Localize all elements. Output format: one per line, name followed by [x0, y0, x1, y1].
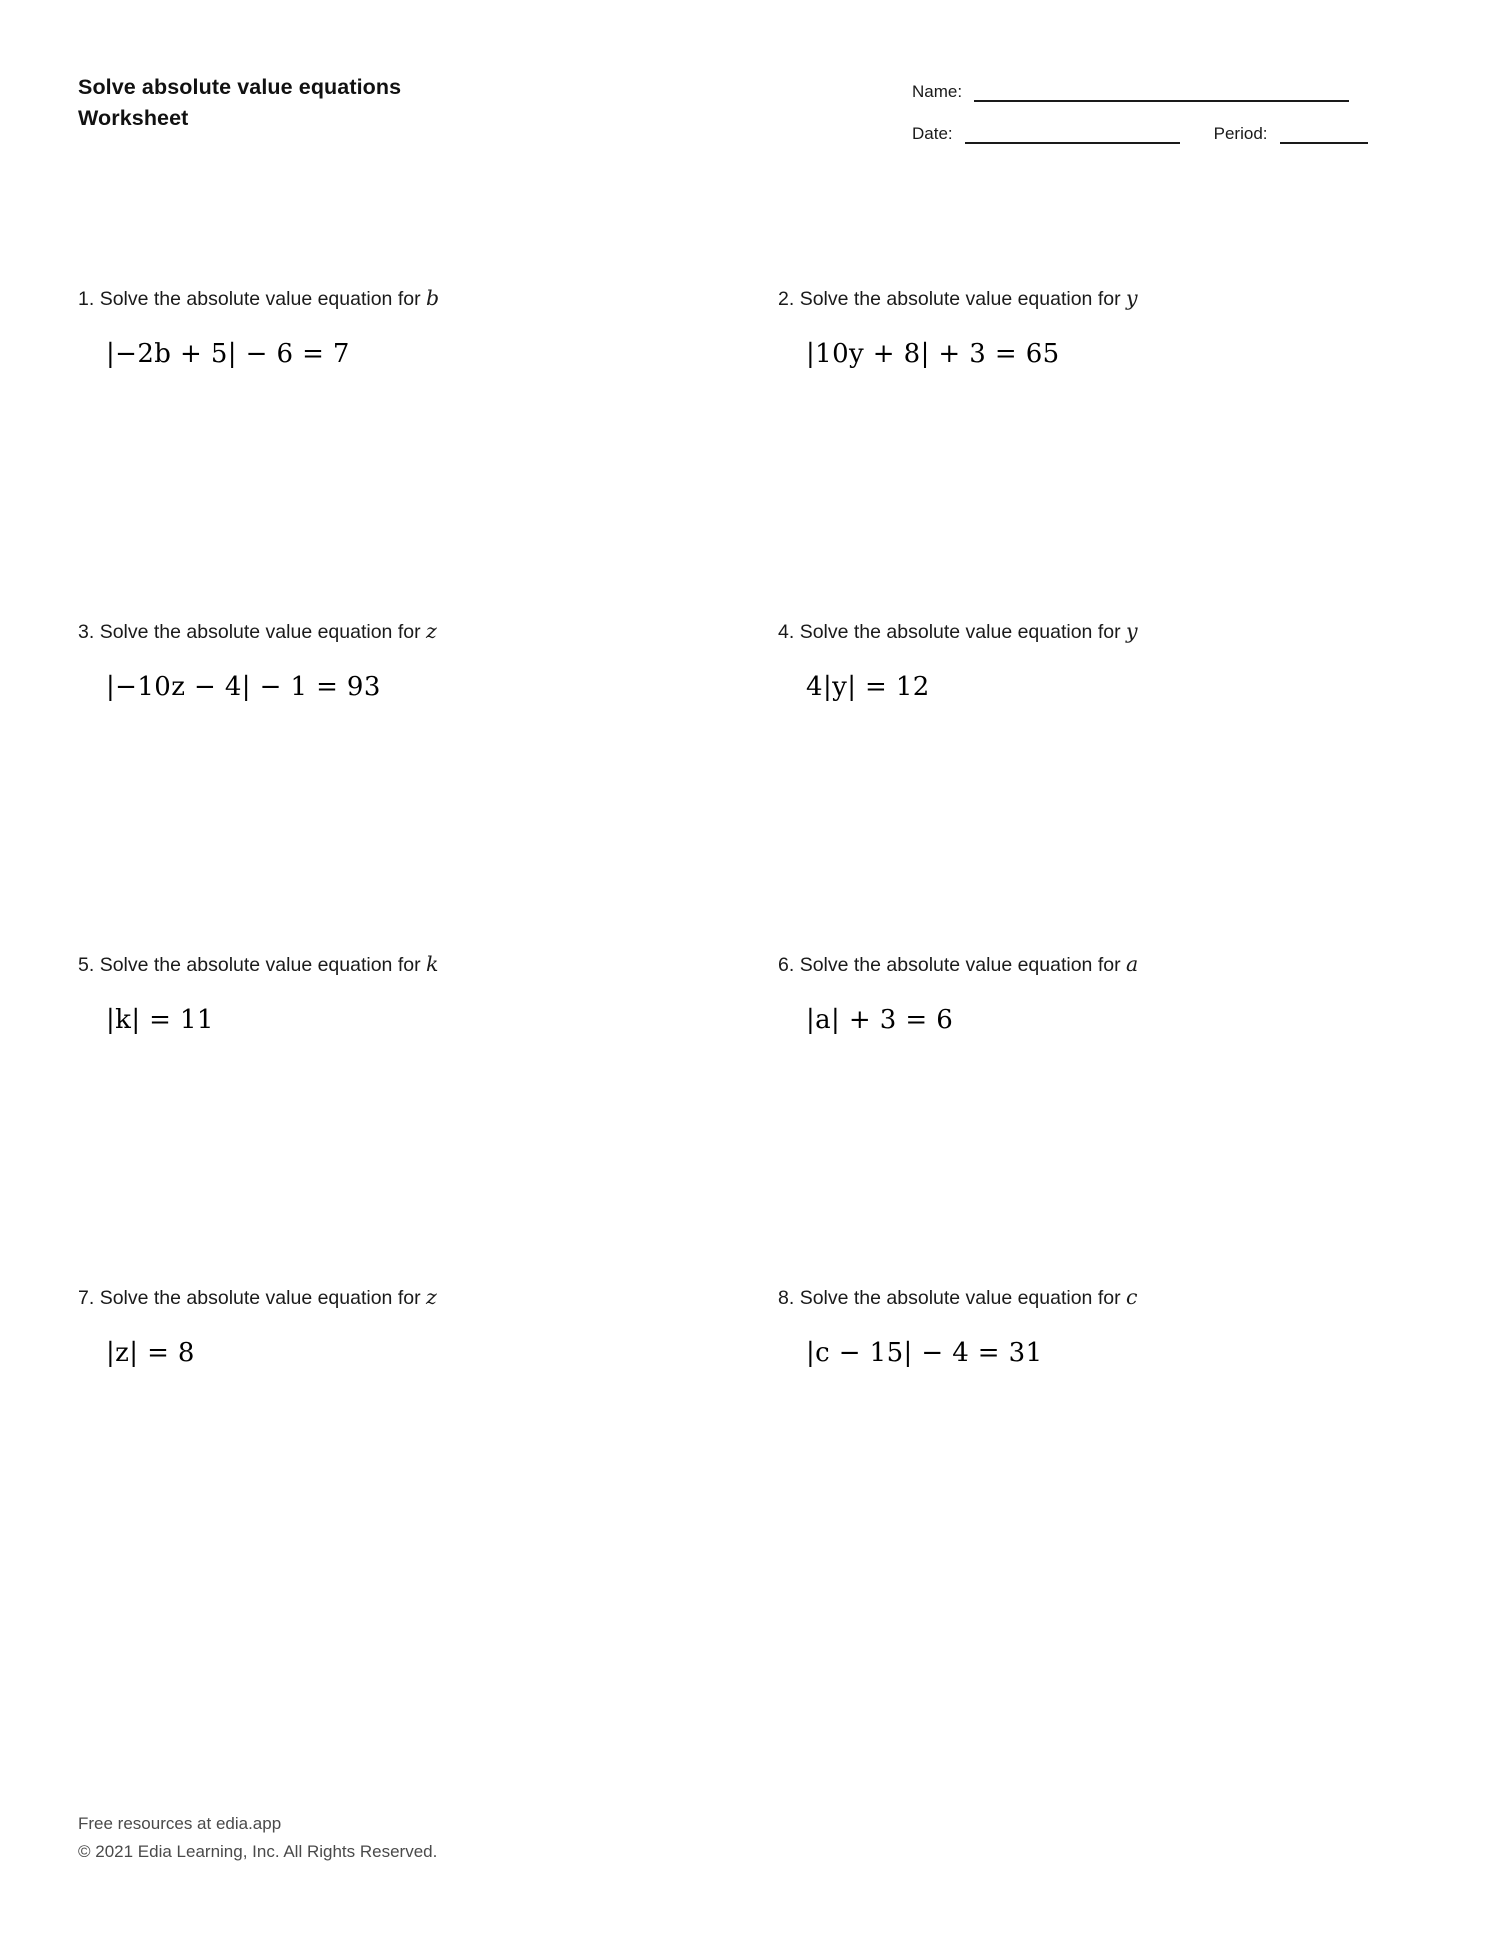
problem-equation: |c − 15| − 4 = 31	[806, 1338, 1043, 1369]
problem-number: 5.	[78, 954, 95, 976]
problem-variable: y	[1126, 286, 1138, 310]
name-label: Name:	[912, 82, 963, 101]
problem-variable: z	[426, 1285, 437, 1309]
problem-number: 4.	[778, 621, 795, 643]
name-row	[912, 82, 1422, 102]
problem-number: 2.	[778, 288, 795, 310]
problem-prompt	[78, 1283, 778, 1312]
date-label: Date:	[912, 124, 953, 143]
problem-text: Solve the absolute value equation for	[799, 288, 1121, 310]
problem-item	[778, 1283, 1478, 1616]
problem-number: 8.	[778, 1287, 795, 1309]
student-info-block	[912, 72, 1422, 166]
page-title-line-1: Solve absolute value equations	[78, 75, 402, 99]
problem-variable: b	[426, 286, 440, 310]
problem-equation: |k| = 11	[106, 1005, 214, 1036]
name-input-line[interactable]	[974, 99, 1349, 102]
footer-copyright-line: © 2021 Edia Learning, Inc. All Rights Reserved.	[78, 1841, 438, 1861]
problem-variable: c	[1126, 1285, 1138, 1309]
problem-variable: y	[1126, 619, 1138, 643]
date-input-line[interactable]	[965, 141, 1180, 144]
problem-text: Solve the absolute value equation for	[99, 954, 421, 976]
problem-item	[778, 617, 1478, 950]
problem-equation: |z| = 8	[106, 1338, 195, 1369]
period-label: Period:	[1213, 124, 1268, 143]
footer-resources-line: Free resources at edia.app	[78, 1813, 282, 1833]
problem-item	[78, 1283, 778, 1616]
problem-text: Solve the absolute value equation for	[799, 621, 1121, 643]
problem-number: 3.	[78, 621, 95, 643]
problem-item	[778, 950, 1478, 1283]
period-input-line[interactable]	[1280, 141, 1368, 144]
problem-text: Solve the absolute value equation for	[99, 621, 421, 643]
date-period-row	[912, 124, 1422, 144]
problem-item	[778, 284, 1478, 617]
problem-prompt	[778, 950, 1478, 979]
problem-equation: |a| + 3 = 6	[806, 1005, 954, 1036]
problem-prompt	[778, 1283, 1478, 1312]
problem-number: 1.	[78, 288, 95, 310]
problem-equation: |10y + 8| + 3 = 65	[806, 339, 1060, 370]
problem-prompt	[78, 617, 778, 646]
problem-number: 6.	[778, 954, 795, 976]
page-footer	[78, 1810, 437, 1866]
worksheet-header	[78, 0, 1422, 166]
problem-prompt	[78, 284, 778, 313]
problem-equation: |−2b + 5| − 6 = 7	[106, 339, 350, 370]
problem-variable: k	[426, 952, 439, 976]
problem-text: Solve the absolute value equation for	[99, 1287, 421, 1309]
problem-text: Solve the absolute value equation for	[99, 288, 421, 310]
problem-variable: a	[1126, 952, 1139, 976]
problem-grid	[78, 284, 1422, 1616]
problem-prompt	[78, 950, 778, 979]
problem-text: Solve the absolute value equation for	[799, 954, 1121, 976]
problem-prompt	[778, 284, 1478, 313]
problem-item	[78, 284, 778, 617]
problem-equation: 4|y| = 12	[806, 672, 930, 703]
problem-item	[78, 617, 778, 950]
problem-variable: z	[426, 619, 437, 643]
problem-item	[78, 950, 778, 1283]
page-title	[78, 72, 401, 134]
problem-text: Solve the absolute value equation for	[799, 1287, 1121, 1309]
problem-equation: |−10z − 4| − 1 = 93	[106, 672, 381, 703]
problem-number: 7.	[78, 1287, 95, 1309]
page-title-line-2: Worksheet	[78, 106, 189, 131]
problem-prompt	[778, 617, 1478, 646]
